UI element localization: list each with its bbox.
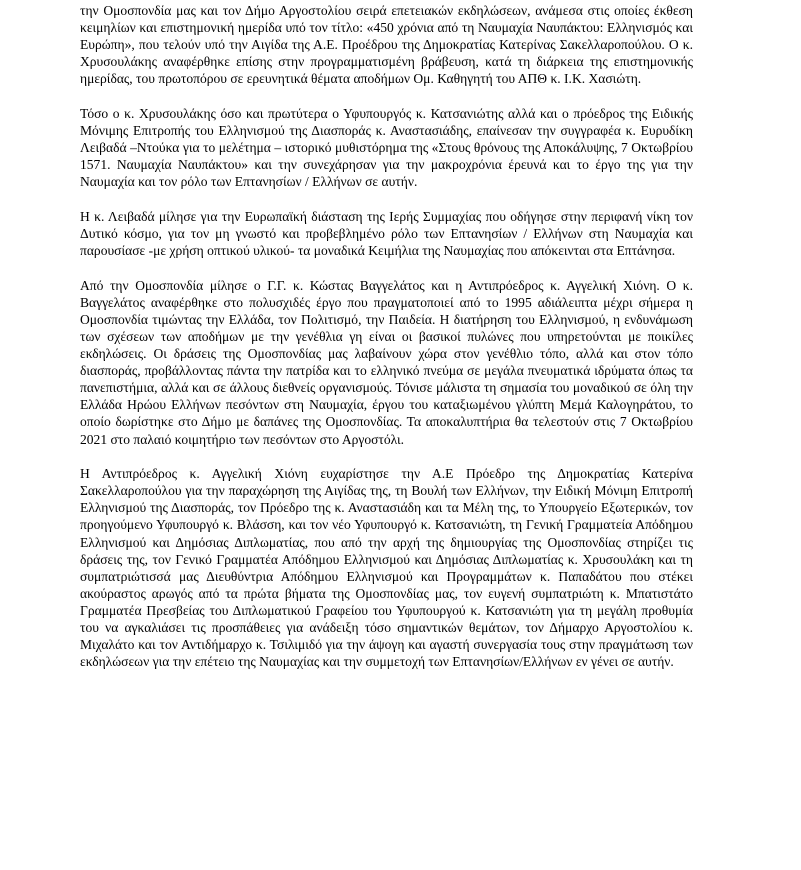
document-body [80,2,693,670]
paragraph-3: Η κ. Λειβαδά μίλησε για την Ευρωπαϊκή διάσταση της Ιερής Συμμαχίας που οδήγησε στην περιφανή νίκη τον Δυτικό κόσμο, για τον μη γνωστό και προβεβλημένο ρόλο των Επτανησίων / Ελλήνων στη Ναυμαχία και παρουσίασε -με χρήση οπτικού υλικού- τα μοναδικά Κειμήλια της Ναυμαχίας που απόκεινται στα Επτάνησα. [80,208,693,259]
paragraph-gap [80,259,693,277]
paragraph-gap [80,448,693,466]
paragraph-gap [80,87,693,105]
paragraph-1: την Ομοσπονδία μας και τον Δήμο Αργοστολίου σειρά επετειακών εκδηλώσεων, ανάμεσα στις οποίες έκθεση κειμηλίων και επιστημονική ημερίδα υπό τον τίτλο: «450 χρόνια από τη Ναυμαχία Ναυπάκτου: Ελληνισμός και Ευρώπη», που τελούν υπό την Αιγίδα της Α.Ε. Προέδρου της Δημοκρατίας Κατερίνας Σακελλαροπούλου. Ο κ. Χρυσουλάκης αναφέρθηκε επίσης στην προγραμματισμένη βράβευση, κατά τη διάρκεια της επιστημονικής ημερίδας, του πρωτοπόρου σε ερευνητικά θέματα αποδήμων Ομ. Καθηγητή του ΑΠΘ κ. Ι.Κ. Χασιώτη. [80,3,693,87]
paragraph-gap [80,190,693,208]
paragraph-5: Η Αντιπρόεδρος κ. Αγγελική Χιόνη ευχαρίστησε την Α.Ε Πρόεδρο της Δημοκρατίας Κατερίνα Σακελλαροπούλου για την παραχώρηση της Αιγίδας της, τη Βουλή των Ελλήνων, την Ειδική Μόνιμη Επιτροπή Ελληνισμού της Διασποράς, τον Πρόεδρο της κ. Αναστασιάδη και τα Μέλη της, το Υπουργείο Εξωτερικών, τον προηγούμενο Υφυπουργό κ. Βλάσση, και τον νέο Υφυπουργό κ. Κατσανιώτη, τη Γενική Γραμματεία Απόδημου Ελληνισμού και Δημόσιας Διπλωματίας, που από την αρχή της δημιουργίας της Ομοσπονδίας στηρίζει τις δράσεις της, τον Γενικό Γραμματέα Απόδημου Ελληνισμού και Δημόσιας Διπλωματίας κ. Χρυσουλάκη και τη συμπατριώτισσά μας Διευθύντρια Απόδημου Ελληνισμού και Προγραμμάτων κ. Παπαδάτου που στέκει ακούραστος αρωγός από τα πρώτα βήματα της Ομοσπονδίας μας, τον ευγενή συμπατριώτη κ. Μπατιστάτο Γραμματέα Πρεσβείας του Διπλωματικού Γραφείου του Υφυπουργού κ. Κατσανιώτη για τη μεγάλη προθυμία του να αγκαλιάσει τις προσπάθειες για ανάδειξη τόσο σημαντικών θεμάτων, τον Δήμαρχο Αργοστολίου κ. Μιχαλάτο και τον Αντιδήμαρχο κ. Τσιλιμιδό για την άψογη και αγαστή συνεργασία τους στην πραγμάτωση των εκδηλώσεων για την επέτειο της Ναυμαχίας και την συμμετοχή των Επτανησίων/Ελλήνων εν γένει σε αυτήν. [80,466,693,670]
paragraph-4: Από την Ομοσπονδία μίλησε ο Γ.Γ. κ. Κώστας Βαγγελάτος και η Αντιπρόεδρος κ. Αγγελική Χιόνη. Ο κ. Βαγγελάτος αναφέρθηκε στο πολυσχιδές έργο που πραγματοποιεί από το 1995 αδιάλειπτα μέχρι σήμερα η Ομοσπονδία τιμώντας την Ελλάδα, τον Πολιτισμό, την Παιδεία. Η διατήρηση του Ελληνισμού, η ενδυνάμωση των σχέσεων των αποδήμων με την γενέθλια γη είναι οι βασικοί πυλώνες που υπηρετούνται με ποικίλες εκδηλώσεις. Οι δράσεις της Ομοσπονδίας μας λαβαίνουν χώρα στον γενέθλιο τόπο, αλλά και στον τόπο διασποράς, προβάλλοντας πάντα την πατρίδα και το ελληνικό πνεύμα σε μεγάλα πνευματικά ιδρύματα όπως τα πανεπιστήμια, αλλά και σε άλλους διεθνείς οργανισμούς. Τόνισε μάλιστα τη σημασία του μοναδικού σε όλη την Ελλάδα Ηρώου Ελλήνων πεσόντων στη Ναυμαχία, έργου του καταξιωμένου γλύπτη Μεμά Καλογηράτου, το οποίο δωρίστηκε στο Δήμο με δαπάνες της Ομοσπονδίας. Τα αποκαλυπτήρια θα τελεστούν στις 7 Οκτωβρίου 2021 στο παλαιό κοιμητήριο των πεσόντων στο Αργοστόλι. [80,277,693,447]
paragraph-2: Τόσο ο κ. Χρυσουλάκης όσο και πρωτύτερα ο Υφυπουργός κ. Κατσανιώτης αλλά και ο πρόεδρος της Ειδικής Μόνιμης Επιτροπής του Ελληνισμού της Διασποράς κ. Αναστασιάδης, επαίνεσαν την συγγραφέα κ. Ευρυδίκη Λειβαδά –Ντούκα για το μελέτημα – ιστορικό μυθιστόρημα της «Στους θρόνους της Αποκάλυψης, 7 Οκτωβρίου 1571. Ναυμαχία Ναυπάκτου» και την συνεχάρησαν για την μακροχρόνια έρευνά και το έργο της για την Ναυμαχία και τον ρόλο των Επτανησίων / Ελλήνων σε αυτήν. [80,105,693,190]
